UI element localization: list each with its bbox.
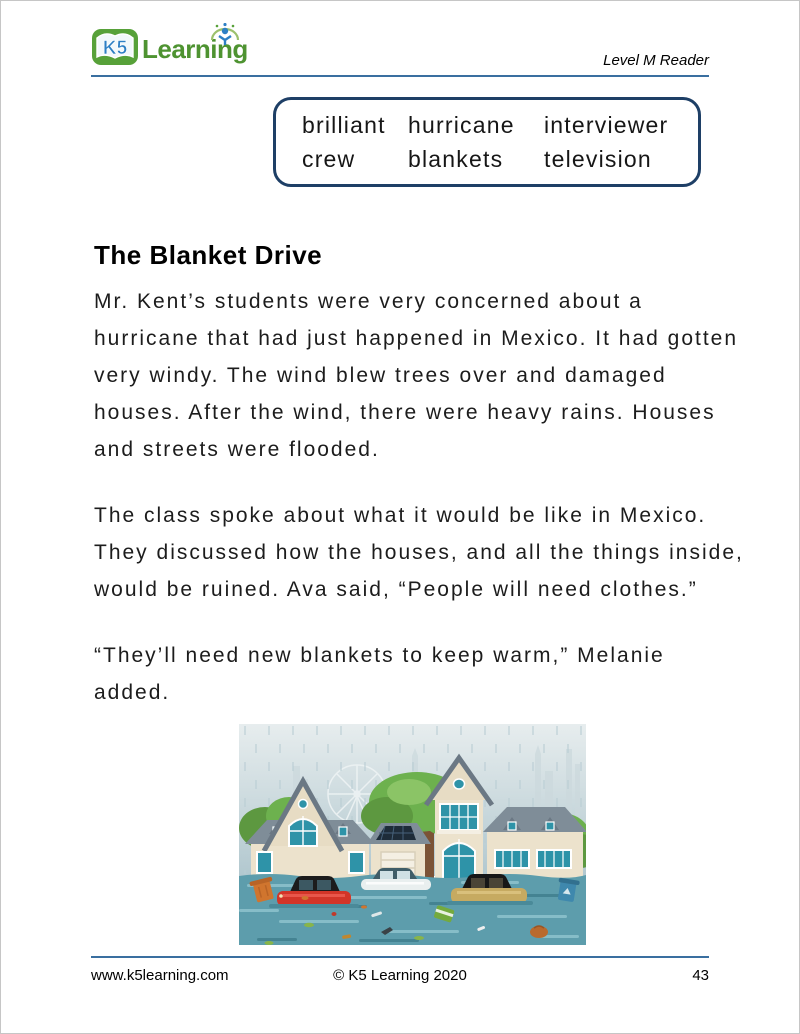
story-body [94, 283, 744, 740]
page-header [91, 27, 709, 77]
logo-k5-text: K5 [102, 38, 128, 59]
word-item: hurricane [408, 111, 515, 138]
story-paragraph: “They’ll need new blankets to keep warm,” Melanie added. [94, 644, 665, 704]
flood-illustration [239, 724, 586, 945]
story-title: The Blanket Drive [94, 240, 323, 271]
story-paragraph: The class spoke about what it would be like in Mexico. They discussed how the houses, and all the things inside, would be ruined. Ava said, “People will need clothes.” [94, 504, 744, 601]
vocabulary-word-box [273, 97, 701, 187]
flood-illustration-image [239, 724, 586, 945]
logo-learning-text: Learning [142, 34, 248, 64]
word-item: brilliant [302, 111, 386, 138]
level-label: Level M Reader [603, 52, 709, 69]
footer-website: www.k5learning.com [91, 967, 229, 984]
k5-learning-logo-icon [91, 23, 253, 67]
story-paragraph: Mr. Kent’s students were very concerned about a hurricane that had just happened in Mexico. It had gotten very windy. The wind blew trees over and damaged houses. After the wind, there were heavy rains. Houses and streets were flooded. [94, 290, 739, 461]
word-item: blankets [408, 145, 504, 172]
word-item: interviewer [544, 111, 669, 138]
footer-page-number: 43 [692, 967, 709, 984]
page-footer [91, 967, 709, 984]
k5-learning-logo [91, 23, 253, 72]
footer-rule [91, 956, 709, 958]
word-item: television [544, 145, 652, 172]
footer-copyright: © K5 Learning 2020 [333, 967, 467, 984]
word-item: crew [302, 145, 356, 172]
